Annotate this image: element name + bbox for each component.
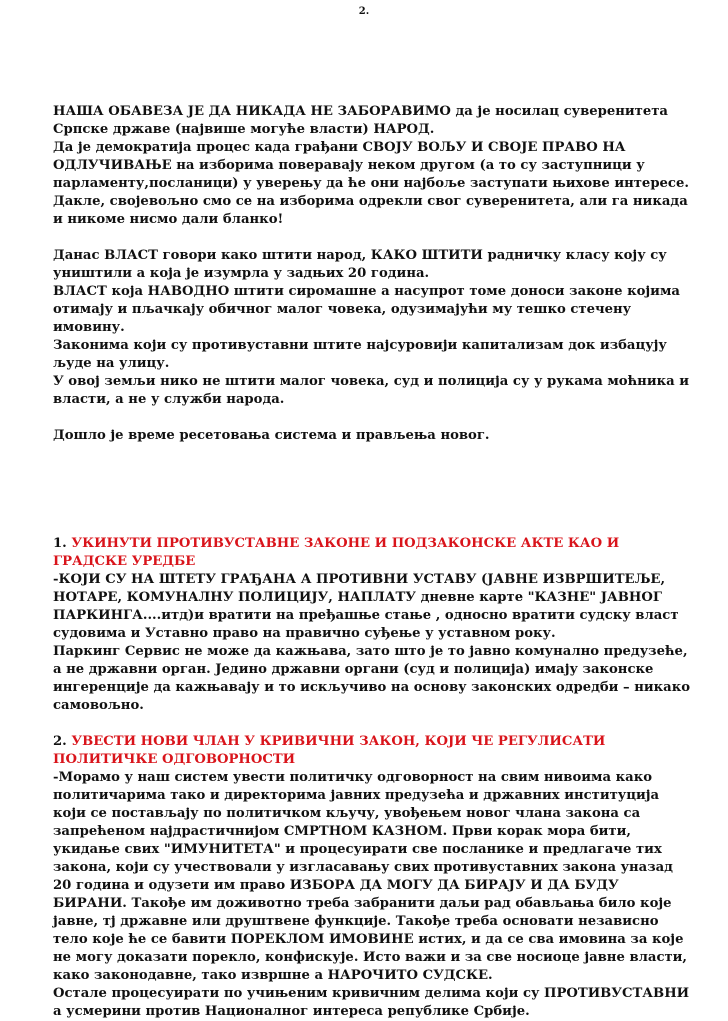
section-1-title: УКИНУТИ ПРОТИВУСТАВНЕ ЗАКОНЕ И ПОДЗАКОНСКЕ АКТЕ КАО И ГРАДСКЕ УРЕДБЕ	[53, 536, 620, 569]
today-paragraph-3: Законима који су противуставни штите најсуровији капитализам док избацују људе на улицу.	[53, 338, 667, 371]
today-paragraph-4: У овој земљи нико не штити малог човека, суд и полиција су у рукама моћника и власти, а не у служби народа.	[53, 374, 690, 407]
section-2-heading	[53, 733, 693, 769]
section-1-body: -КОЈИ СУ НА ШТЕТУ ГРАЂАНА А ПРОТИВНИ УСТАВУ (ЈАВНЕ ИЗВРШИТЕЉЕ, НОТАРЕ, КОМУНАЛНУ ПОЛИЦИЈУ, НАПЛАТУ дневне карте "КАЗНЕ" ЈАВНОГ ПАРКИНГА....итд)и вратити на пређашње стање , односно вратити судску власт судовима и Уставно право на правично суђење у уставном року.	[53, 572, 679, 641]
section-2-body: -Морамо у наш систем увести политичку одговорност на свим нивоима како политичарима тако и директорима јавних предузећа и државних институција који се постављају по политичком кључу, увођењем новог члана закона са запрећеном најдрастичнијом СМРТНОМ КАЗНОМ. Први корак мора бити, укидање свих "ИМУНИТЕТА" и процесуирати све посланике и предлагаче тих закона, који су учествовали у изгласавању свих противуставних закона уназад 20 година и одузети им право ИЗБОРА ДА МОГУ ДА БИРАЈУ И ДА БУДУ БИРАНИ. Такође им доживотно треба забранити даљи рад обављања било које јавне, тј државне или друштвене функције. Такође треба основати независно тело које ће се бавити ПОРЕКЛОМ ИМОВИНЕ истих, и да се сва имовина за које не могу доказати порекло, конфискује. Исто важи и за све носиоце јавне власти, како законодавне, тако извршне а НАРОЧИТО СУДСКЕ.	[53, 770, 688, 983]
section-1-number: 1.	[53, 536, 67, 551]
intro-paragraph-2: Да је демократија процес када грађани СВОЈУ ВОЉУ И СВОЈЕ ПРАВО НА ОДЛУЧИВАЊЕ на изборима поверавају неком другом (а то су заступници у парламенту,посланици) у уверењу да ће они најбоље заступати њихове интересе. Дакле, својевољно смо се на изборима одрекли свог суверенитета, али га никада и никоме нисмо дали бланко!	[53, 140, 689, 227]
section-2-number: 2.	[53, 734, 67, 749]
reset-paragraph: Дошло је време ресетовања система и прављења новог.	[53, 428, 490, 443]
page-number: 2.	[358, 6, 370, 17]
section-2-body-2: Остале процесуирати по учињеним кривичним делима који су ПРОТИВУСТАВНИ а усмерини против Националног интереса републике Србије.	[53, 986, 690, 1019]
section-1-heading	[53, 535, 693, 571]
intro-paragraph-1: НАША ОБАВЕЗА ЈЕ ДА НИКАДА НЕ ЗАБОРАВИМО да је носилац суверенитета Српске државе (највише могуће власти) НАРОД.	[53, 104, 668, 137]
document-body	[53, 103, 693, 1021]
section-2-title: УВЕСТИ НОВИ ЧЛАН У КРИВИЧНИ ЗАКОН, КОЈИ ЧЕ РЕГУЛИСАТИ ПОЛИТИЧКЕ ОДГОВОРНОСТИ	[53, 734, 606, 767]
section-1-body-2: Паркинг Сервис не може да кажњава, зато што је то јавно комунално предузеће, а не државни орган. Једино државни органи (суд и полиција) имају законске ингеренције да кажњавају и то искључиво на основу законских одредби – никако самовољно.	[53, 644, 691, 713]
today-paragraph-1: Данас ВЛАСТ говори како штити народ, КАКО ШТИТИ радничку класу коју су уништили а која је изумрла у задњих 20 година.	[53, 248, 667, 281]
today-paragraph-2: ВЛАСТ која НАВОДНО штити сиромашне а насупрот томе доноси законе којима отимају и пљачкају обичног малог човека, одузимајући му тешко стечену имовину.	[53, 284, 680, 335]
